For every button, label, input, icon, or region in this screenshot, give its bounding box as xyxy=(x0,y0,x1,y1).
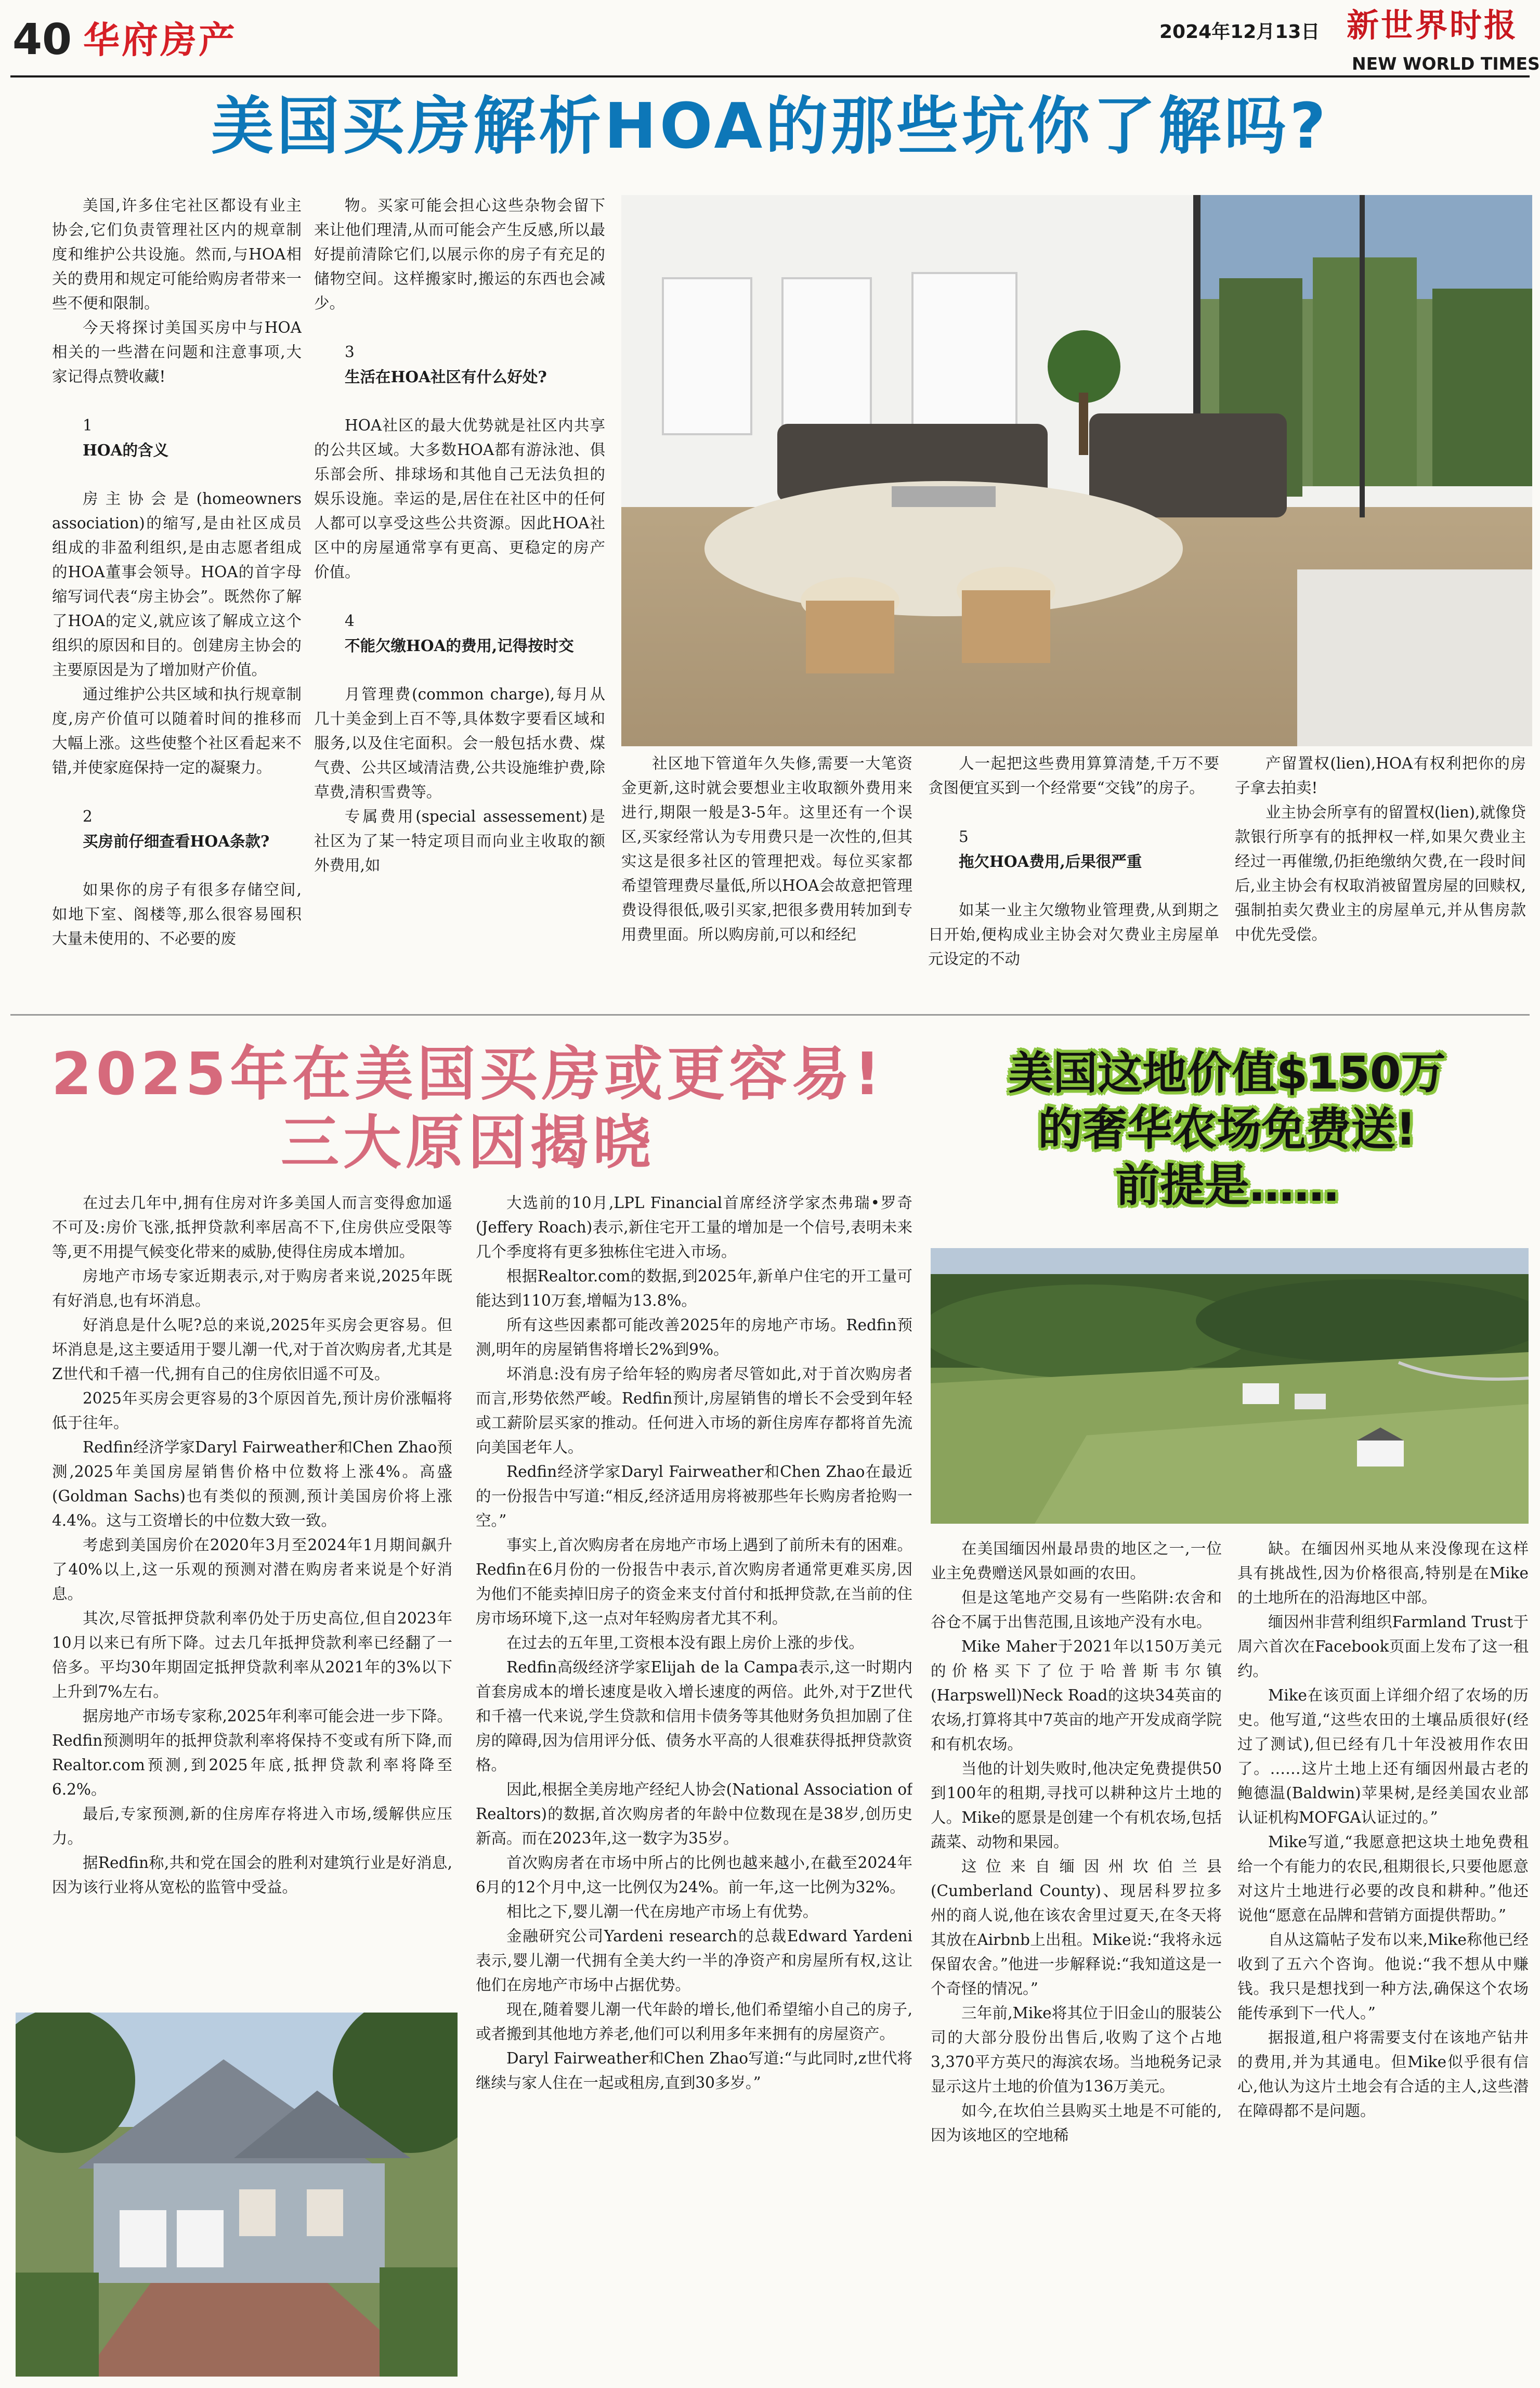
paragraph: 1 xyxy=(83,417,93,434)
paragraph xyxy=(52,780,302,804)
paragraph: 现在,随着婴儿潮一代年龄的增长,他们希望缩小自己的房子,或者搬到其他地方养老,他们可以利用多年来拥有的房屋资产。 xyxy=(476,2001,912,2043)
paragraph: Mike写道,“我愿意把这块土地免费租给一个有能力的农民,租期很长,只要他愿意对这片土地进行必要的改良和耕种。”他还说他“愿意在品牌和营销方面提供帮助。” xyxy=(1237,1833,1529,1924)
farm-illustration xyxy=(931,1248,1529,1524)
section-divider xyxy=(10,1014,1530,1016)
paragraph: 生活在HOA社区有什么好处? xyxy=(345,368,547,386)
paragraph xyxy=(52,462,302,487)
paragraph: 其次,尽管抵押贷款利率仍处于历史高位,但自2023年10月以来已有所下降。过去几年抵押贷款利率已经翻了一倍多。平均30年期固定抵押贷款利率从2021年的3%以下上升到7%左右。 xyxy=(52,1610,452,1701)
paragraph: 如果你的房子有很多存储空间,如地下室、阁楼等,那么很容易囤积大量未使用的、不必要的废 xyxy=(52,881,302,948)
paragraph: 在过去几年中,拥有住房对许多美国人而言变得愈加遥不可及:房价飞涨,抵押贷款利率居高不下,住房供应受限等等,更不用提气候变化带来的威胁,使得住房成本增加。 xyxy=(52,1194,452,1261)
paragraph: 2 xyxy=(83,808,93,825)
paragraph: Mike Maher于2021年以150万美元的价格买下了位于哈普斯韦尔镇(Harpswell)Neck Road的这块34英亩的农场,打算将其中7英亩的地产开发成商学院和有机农场。 xyxy=(931,1638,1222,1753)
newspaper-logo-sub: NEW WORLD TIMES xyxy=(1352,54,1540,74)
paragraph xyxy=(52,853,302,878)
paragraph: 据房地产市场专家称,2025年利率可能会进一步下降。Redfin预测明年的抵押贷款利率将保持不变或有所下降,而Realtor.com预测,到2025年底,抵押贷款利率将降至6.2%。 xyxy=(52,1707,452,1798)
paragraph: 好消息是什么呢?总的来说,2025年买房会更容易。但坏消息是,这主要适用于婴儿潮一代,对于首次购房者,尤其是Z世代和千禧一代,拥有自己的住房依旧遥不可及。 xyxy=(52,1316,452,1383)
page-number: 40 xyxy=(12,15,72,64)
paragraph: 2025年买房会更容易的3个原因首先,预计房价涨幅将低于往年。 xyxy=(52,1390,452,1432)
article3-title-line3: 前提是…… xyxy=(1115,1160,1339,1212)
paragraph: 相比之下,婴儿潮一代在房地产市场上有优势。 xyxy=(506,1903,818,1920)
paragraph: 人一起把这些费用算算清楚,千万不要贪图便宜买到一个经常要“交钱”的房子。 xyxy=(928,755,1219,797)
paragraph: 坏消息:没有房子给年轻的购房者尽管如此,对于首次购房者而言,形势依然严峻。Redfin预计,房屋销售的增长不会受到年轻或工薪阶层买家的推动。任何进入市场的新住房库存都将首先流向美国老年人。 xyxy=(476,1365,912,1456)
paragraph: Daryl Fairweather和Chen Zhao写道:“与此同时,z世代将继续与家人住在一起或租房,直到30多岁。” xyxy=(476,2049,912,2092)
paragraph: 所有这些因素都可能改善2025年的房地产市场。Redfin预测,明年的房屋销售将增长2%到9%。 xyxy=(476,1316,912,1358)
paragraph: 大选前的10月,LPL Financial首席经济学家杰弗瑞•罗奇(Jeffery Roach)表示,新住宅开工量的增加是一个信号,表明未来几个季度将有更多独栋住宅进入市场。 xyxy=(476,1194,912,1261)
paragraph: 根据Realtor.com的数据,到2025年,新单户住宅的开工量可能达到110万套,增幅为13.8%。 xyxy=(476,1267,912,1309)
house-photo xyxy=(16,2013,458,2377)
paragraph: 专属费用(special assessement)是社区为了某一特定项目而向业主收取的额外费用,如 xyxy=(314,808,605,874)
paragraph: 事实上,首次购房者在房地产市场上遇到了前所未有的困难。Redfin在6月份的一份报告中表示,首次购房者通常更难买房,因为他们不能卖掉旧房子的资金来支付首付和抵押贷款,在当前的住房市场环境下,这一点对年轻购房者尤其不利。 xyxy=(476,1536,912,1627)
paragraph: 首次购房者在市场中所占的比例也越来越小,在截至2024年6月的12个月中,这一比例仅为24%。前一年,这一比例为32%。 xyxy=(476,1854,912,1896)
article1-col4 xyxy=(928,751,1219,985)
paragraph: 3 xyxy=(345,343,355,361)
paragraph: 缅因州非营利组织Farmland Trust于周六首次在Facebook页面上发布了这一租约。 xyxy=(1237,1613,1529,1680)
paragraph: 在美国缅因州最昂贵的地区之一,一位业主免费赠送风景如画的农田。 xyxy=(931,1540,1222,1582)
paragraph: 房主协会是(homeowners association)的缩写,是由社区成员组成的非盈利组织,是由志愿者组成的HOA董事会领导。HOA的首字母缩写词代表“房主协会”。既然你了解了HOA的定义,就应该了解成立这个组织的原因和目的。创建房主协会的主要原因是为了增加财产价值。 xyxy=(52,490,302,679)
article3-col1 xyxy=(931,1537,1222,2382)
article2-title-line2: 三大原因揭晓 xyxy=(281,1109,655,1177)
paragraph: 美国,许多住宅社区都设有业主协会,它们负责管理社区内的规章制度和维护公共设施。然而,与HOA相关的费用和规定可能给购房者带来一些不便和限制。 xyxy=(52,197,302,312)
paragraph xyxy=(314,658,605,682)
paragraph: 拖欠HOA费用,后果很严重 xyxy=(959,852,1142,871)
article3-col2 xyxy=(1237,1537,1529,2382)
article3-title-line2: 的奢华农场免费送! xyxy=(1038,1104,1416,1156)
paragraph: 今天将探讨美国买房中与HOA相关的一些潜在问题和注意事项,大家记得点赞收藏! xyxy=(52,319,302,385)
section-title: 华府房产 xyxy=(83,19,237,61)
paragraph: 三年前,Mike将其位于旧金山的服装公司的大部分股份出售后,收购了这个占地3,370平方英尺的海滨农场。当地税务记录显示这片土地的价值为136万美元。 xyxy=(931,2004,1222,2095)
paragraph xyxy=(314,585,605,609)
paragraph: 在过去的五年里,工资根本没有跟上房价上涨的步伐。 xyxy=(506,1634,864,1652)
paragraph: 房地产市场专家近期表示,对于购房者来说,2025年既有好消息,也有坏消息。 xyxy=(52,1267,452,1309)
issue-date: 2024年12月13日 xyxy=(1159,21,1320,43)
paragraph: 但是这笔地产交易有一些陷阱:农舍和谷仓不属于出售范围,且该地产没有水电。 xyxy=(931,1589,1222,1631)
article1-col1 xyxy=(52,193,302,984)
paragraph xyxy=(314,389,605,413)
article1-col2 xyxy=(314,193,605,984)
paragraph: 据Redfin称,共和党在国会的胜利对建筑行业是好消息,因为该行业将从宽松的监管中受益。 xyxy=(52,1854,452,1896)
paragraph: 这位来自缅因州坎伯兰县(Cumberland County)、现居科罗拉多州的商人说,他在该农舍里过夏天,在冬天将其放在Airbnb上出租。Mike说:“我将永远保留农舍。”他进一步解释说:“我知道这是一个奇怪的情况。” xyxy=(931,1858,1222,1997)
paragraph: 考虑到美国房价在2020年3月至2024年1月期间飙升了40%以上,这一乐观的预测对潜在购房者来说是个好消息。 xyxy=(52,1536,452,1603)
article1-col5 xyxy=(1235,751,1526,985)
article3-title-line1: 美国这地价值$150万 xyxy=(1008,1047,1446,1099)
paragraph: Mike在该页面上详细介绍了农场的历史。他写道,“这些农田的土壤品质很好(经过了测试),但已经有几十年没被用作农田了。……这片土地上还有缅因州最古老的鲍德温(Baldwin)苹果树,是经美国农业部认证机构MOFGA认证过的。” xyxy=(1237,1686,1529,1826)
paragraph: 物。买家可能会担心这些杂物会留下来让他们理清,从而可能会产生反感,所以最好提前清除它们,以展示你的房子有充足的储物空间。这样搬家时,搬运的东西也会减少。 xyxy=(314,197,605,312)
living-room-illustration xyxy=(621,195,1532,746)
article2-col1 xyxy=(52,1191,452,2002)
paragraph xyxy=(52,389,302,413)
paragraph: 不能欠缴HOA的费用,记得按时交 xyxy=(345,637,574,655)
article2-title-line1: 2025年在美国买房或更容易! xyxy=(51,1041,885,1108)
house-illustration xyxy=(16,2013,458,2377)
article2-col2 xyxy=(476,1191,912,2382)
paragraph: HOA社区的最大优势就是社区内共享的公共区域。大多数HOA都有游泳池、俱乐部会所、排球场和其他自己无法负担的娱乐设施。幸运的是,居住在社区中的任何人都可以享受这些公共资源。因此HOA社区中的房屋通常享有更高、更稳定的房产价值。 xyxy=(314,417,605,581)
article2-title xyxy=(21,1040,915,1177)
header-rule xyxy=(10,75,1530,77)
farm-aerial-photo xyxy=(931,1248,1529,1524)
paragraph: Redfin高级经济学家Elijah de la Campa表示,这一时期内首套房成本的增长速度是收入增长速度的两倍。此外,对于Z世代和千禧一代来说,学生贷款和信用卡债务等其他财务负担加剧了住房的障碍,因为信用评分低、债务水平高的人很难获得抵押贷款资格。 xyxy=(476,1658,912,1774)
paragraph: 如今,在坎伯兰县购买土地是不可能的,因为该地区的空地稀 xyxy=(931,2102,1222,2144)
paragraph: 金融研究公司Yardeni research的总裁Edward Yardeni表示,婴儿潮一代拥有全美大约一半的净资产和房屋所有权,这让他们在房地产市场中占据优势。 xyxy=(476,1927,912,1994)
paragraph: 如某一业主欠缴物业管理费,从到期之日开始,便构成业主协会对欠费业主房屋单元设定的不动 xyxy=(928,901,1219,968)
article1-col3 xyxy=(621,751,912,985)
paragraph: 社区地下管道年久失修,需要一大笔资金更新,这时就会要想业主收取额外费用来进行,期限一般是3-5年。这里还有一个误区,买家经常认为专用费只是一次性的,但其实这是很多社区的管理把戏。每位买家都希望管理费尽量低,所以HOA会故意把管理费设得很低,吸引买家,把很多费用转加到专用费里面。所以购房前,可以和经纪 xyxy=(621,755,912,943)
paragraph: 买房前仔细查看HOA条款? xyxy=(83,832,270,850)
paragraph: 自从这篇帖子发布以来,Mike称他已经收到了五六个咨询。他说:“我不想从中赚钱。我只是想找到一种方法,确保这个农场能传承到下一代人。” xyxy=(1237,1931,1529,2022)
paragraph: 月管理费(common charge),每月从几十美金到上百不等,具体数字要看区域和服务,以及住宅面积。会一般包括水费、煤气费、公共区域清洁费,公共设施维护费,除草费,清积雪费等。 xyxy=(314,685,605,801)
paragraph: Redfin经济学家Daryl Fairweather和Chen Zhao预测,2025年美国房屋销售价格中位数将上涨4%。高盛(Goldman Sachs)也有类似的预测,预计美国房价将上涨4.4%。这与工资增长的中位数大致一致。 xyxy=(52,1438,452,1529)
paragraph: 通过维护公共区域和执行规章制度,房产价值可以随着时间的推移而大幅上涨。这些使整个社区看起来不错,并使家庭保持一定的凝聚力。 xyxy=(52,685,302,776)
paragraph: 当他的计划失败时,他决定免费提供50到100年的租期,寻找可以耕种这片土地的人。Mike的愿景是创建一个有机农场,包括蔬菜、动物和果园。 xyxy=(931,1760,1222,1851)
living-room-photo xyxy=(621,195,1532,746)
paragraph: 因此,根据全美房地产经纪人协会(National Association of Realtors)的数据,首次购房者的年龄中位数现在是38岁,创历史新高。而在2023年,这一数字为35岁。 xyxy=(476,1781,912,1847)
paragraph: 4 xyxy=(345,612,355,630)
paragraph xyxy=(314,316,605,340)
article1-title: 美国买房解析HOA的那些坑你了解吗? xyxy=(211,90,1329,163)
article3-title xyxy=(920,1045,1534,1214)
paragraph: 产留置权(lien),HOA有权利把你的房子拿去拍卖! xyxy=(1235,755,1526,797)
paragraph: 最后,专家预测,新的住房库存将进入市场,缓解供应压力。 xyxy=(52,1805,452,1847)
paragraph: 缺。在缅因州买地从来没像现在这样具有挑战性,因为价格很高,特别是在Mike的土地所在的沿海地区中部。 xyxy=(1237,1540,1529,1606)
paragraph xyxy=(928,800,1219,825)
paragraph: Redfin经济学家Daryl Fairweather和Chen Zhao在最近的一份报告中写道:“相反,经济适用房将被那些年长购房者抢购一空。” xyxy=(476,1463,912,1529)
paragraph: 据报道,租户将需要支付在该地产钻井的费用,并为其通电。但Mike似乎很有信心,他认为这片土地会有合适的主人,这些潜在障碍都不是问题。 xyxy=(1237,2029,1529,2120)
paragraph xyxy=(928,874,1219,898)
paragraph: 5 xyxy=(959,828,969,846)
paragraph: HOA的含义 xyxy=(83,441,168,459)
paragraph: 业主协会所享有的留置权(lien),就像贷款银行所享有的抵押权一样,如果欠费业主经过一再催缴,仍拒绝缴纳欠费,在一段时间后,业主协会有权取消被留置房屋的回赎权,强制拍卖欠费业主的房屋单元,并从售房款中优先受偿。 xyxy=(1235,803,1526,943)
newspaper-logo: 新世界时报 xyxy=(1347,6,1519,44)
